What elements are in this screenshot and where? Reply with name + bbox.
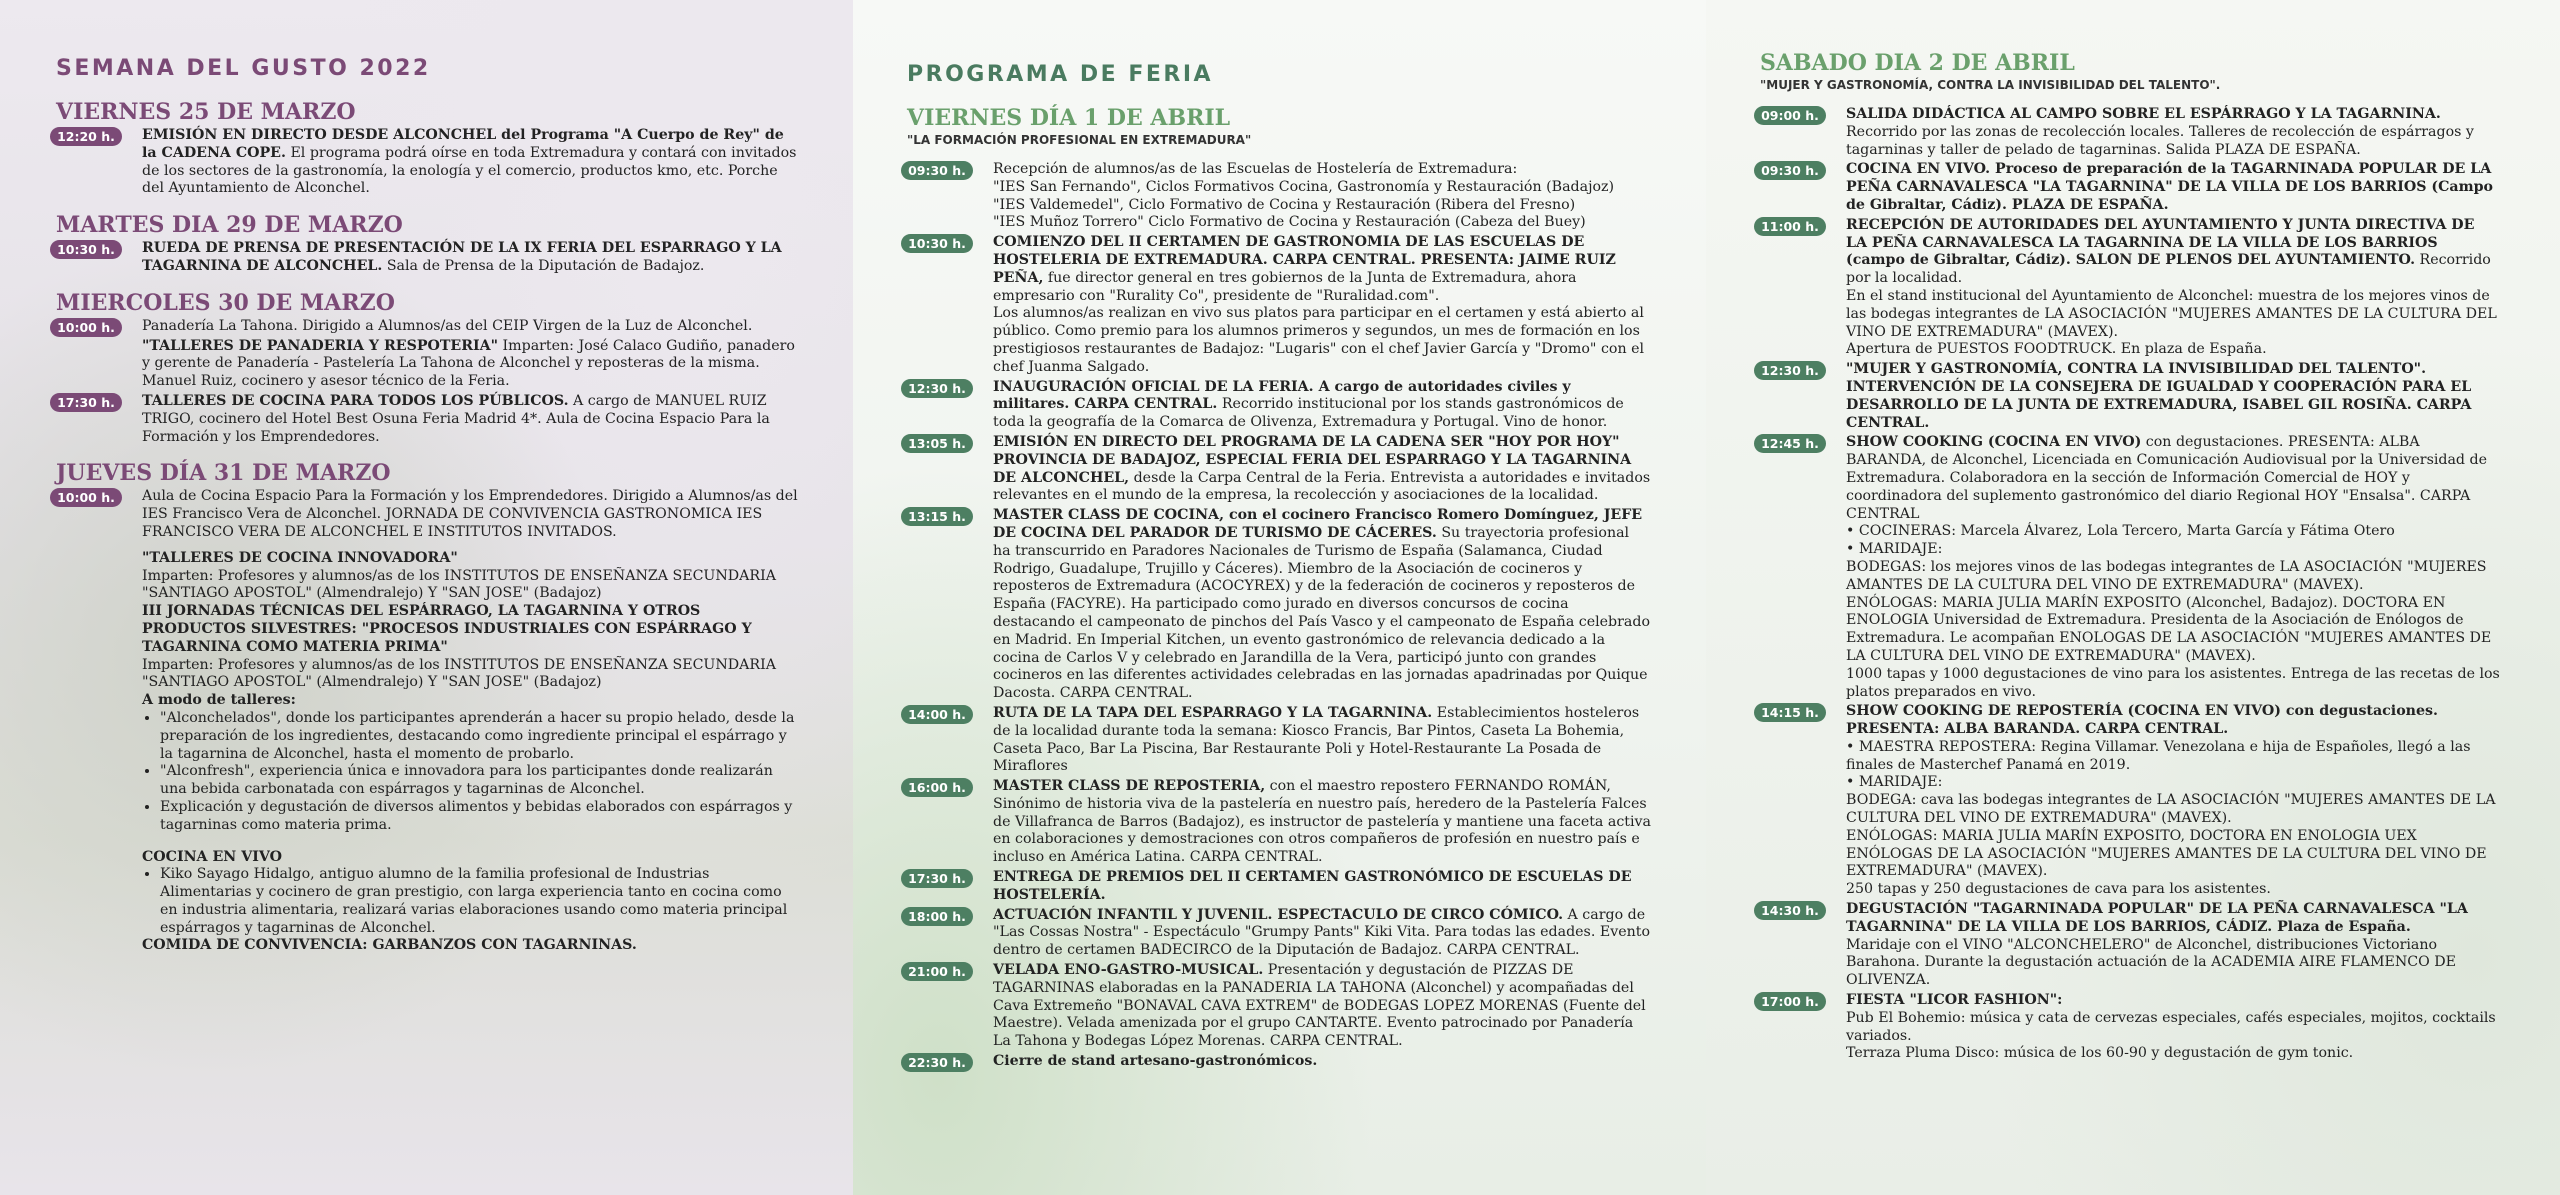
event-text: [1846, 434, 2500, 701]
event-text: [1846, 992, 2500, 1063]
event-item: [907, 234, 1651, 376]
event-item: [56, 338, 798, 391]
jornadas-text: Imparten: Profesores y alumnos/as de los INSTITUTOS DE ENSEÑANZA SECUNDARIA "SANTIAGO APOSTOL" (Almendralejo) Y "SAN JOSE" (Badajoz): [142, 656, 776, 691]
panel-title: PROGRAMA DE FERIA: [907, 62, 1214, 87]
event-text: [993, 379, 1651, 432]
event-text: [142, 393, 798, 446]
event-item: [907, 1053, 1651, 1071]
comida-text: COMIDA DE CONVIVENCIA: GARBANZOS CON TAGARNINAS.: [142, 937, 637, 954]
event-item: [1760, 992, 2500, 1063]
panel-semana-del-gusto: [0, 0, 853, 1195]
time-badge: 12:30 h.: [1754, 361, 1826, 380]
day-heading: MIERCOLES 30 DE MARZO: [56, 289, 395, 316]
event-description: Presentación y degustación de PIZZAS DE TAGARNINAS elaboradas en la PANADERIA LA TAHONA (Alconchel) y acompañadas del Cava Extremeño "BONAVAL CAVA EXTREM" de BODEGAS LOPEZ MORENAS (Fuente del Maestre). Velada amenizada por el grupo CANTARTE. Evento patrocinado por Panadería La Tahona y Bodegas López Morenas. CARPA CENTRAL.: [993, 962, 1646, 1050]
event-item: [56, 393, 798, 446]
talleres-text: Imparten: Profesores y alumnos/as de los INSTITUTOS DE ENSEÑANZA SECUNDARIA "SANTIAGO APOSTOL" (Almendralejo) Y "SAN JOSE" (Badajoz): [142, 567, 776, 602]
event-item: [56, 240, 798, 276]
event-description: Recorrido por la localidad. En el stand institucional del Ayuntamiento de Alconchel: muestra de los mejores vinos de las bodegas integrantes de LA ASOCIACIÓN "MUJERES AMANTES DE LA CULTURA DEL VINO DE EXTREMADURA" (MAVEX). Apertura de PUESTOS FOODTRUCK. En plaza de España.: [1846, 252, 2497, 358]
time-badge: 17:30 h.: [901, 869, 973, 888]
time-badge: 11:00 h.: [1754, 217, 1826, 236]
event-title: EMISIÓN EN DIRECTO DESDE ALCONCHEL del Programa "A Cuerpo de Rey" de la CADENA COPE.: [142, 127, 784, 161]
event-item: [907, 907, 1651, 960]
event-title: TALLERES DE COCINA PARA TODOS LOS PÚBLICOS.: [142, 392, 569, 409]
event-item: [1760, 361, 2500, 432]
event-description: Recorrido por las zonas de recolección locales. Talleres de recolección de espárragos y tagarninas y taller de pelado de tagarninas. Salida PLAZA DE ESPAÑA.: [1846, 123, 2474, 158]
event-text: [993, 1053, 1651, 1071]
time-badge: 10:00 h.: [50, 488, 122, 507]
event-item: [56, 318, 798, 336]
event-item: [907, 705, 1651, 776]
event-text: [993, 434, 1651, 505]
event-title: Cierre de stand artesano-gastronómicos.: [993, 1053, 1318, 1070]
event-description: Pub El Bohemio: música y cata de cervezas especiales, cafés especiales, mojitos, cocktails variados. Terraza Pluma Disco: música de los 60-90 y degustación de gym tonic.: [1846, 1009, 2496, 1062]
event-title: ACTUACIÓN INFANTIL Y JUVENIL. ESPECTACULO DE CIRCO CÓMICO.: [993, 906, 1564, 923]
time-badge: 12:20 h.: [50, 127, 122, 146]
event-text: [142, 127, 798, 198]
cocina-title: COCINA EN VIVO: [142, 848, 282, 865]
event-title: SHOW COOKING (COCINA EN VIVO): [1846, 434, 2142, 451]
event-title: RUTA DE LA TAPA DEL ESPARRAGO Y LA TAGARNINA.: [993, 704, 1433, 721]
event-item: [1760, 901, 2500, 990]
event-description: desde la Carpa Central de la Feria. Entrevista a autoridades e invitados relevantes en el mundo de la empresa, la recolección y asociaciones de la localidad.: [993, 469, 1651, 504]
event-text: [142, 240, 798, 276]
modo-list: [142, 710, 798, 835]
event-item: [907, 379, 1651, 432]
cocina-list: [142, 866, 798, 937]
event-title: "TALLERES DE PANADERIA Y RESPOTERIA": [142, 337, 499, 354]
event-item: [907, 434, 1651, 505]
time-badge: 18:00 h.: [901, 907, 973, 926]
event-description: fue director general en tres gobiernos de la Junta de Extremadura, ahora empresario con "Rurality Co", presidente de "Ruralidad.com". Los alumnos/as realizan en vivo sus platos para participar en el certamen y está abierto al público. Como premio para los alumnos primeros y segundos, un mes de formación en los prestigiosos restaurantes de Badajoz: "Lugaris" con el chef Javier García y "Dromo" con el chef Juanma Salgado.: [993, 269, 1645, 375]
time-badge: 21:00 h.: [901, 962, 973, 981]
event-item: [56, 488, 798, 541]
event-title: SHOW COOKING DE REPOSTERÍA (COCINA EN VIVO) con degustaciones. PRESENTA: ALBA BARANDA. CARPA CENTRAL.: [1846, 703, 2438, 738]
time-badge: 13:05 h.: [901, 434, 973, 453]
panel-title: SEMANA DEL GUSTO 2022: [56, 56, 431, 81]
event-list: [1760, 106, 2500, 1063]
event-description: Recepción de alumnos/as de las Escuelas de Hostelería de Extremadura: "IES San Fernando", Ciclos Formativos Cocina, Gastronomía y Restauración (Badajoz) "IES Valdemedel", Ciclo Formativo de Cocina y Restauración (Ribera del Fresno) "IES Muñoz Torrero" Ciclo Formativo de Cocina y Restauración (Cabeza del Buey): [993, 161, 1615, 231]
time-badge: 17:00 h.: [1754, 992, 1826, 1011]
event-title: EMISIÓN EN DIRECTO DEL PROGRAMA DE LA CADENA SER "HOY POR HOY" PROVINCIA DE BADAJOZ, ESPECIAL FERIA DEL ESPARRAGO Y LA TAGARNINA DE ALCONCHEL,: [993, 433, 1632, 486]
day-heading: SABADO DIA 2 DE ABRIL: [1760, 50, 2075, 76]
event-title: DEGUSTACIÓN "TAGARNINADA POPULAR" DE LA PEÑA CARNAVALESCA "LA TAGARNINA" DE LA VILLA DE LOS BARRIOS, CÁDIZ. Plaza de España.: [1846, 901, 2468, 935]
time-badge: 22:30 h.: [901, 1053, 973, 1072]
event-text: [993, 234, 1651, 376]
event-text: [142, 338, 798, 391]
event-description: con el maestro repostero FERNANDO ROMÁN, Sinónimo de historia viva de la pastelería en nuestro país, heredero de la Pastelería Falces de Villafranca de Barros (Badajoz), es instructor de pastelería y mantiene una faceta activa en colaboraciones y demostraciones con otros compañeros de profesión en nuestro país e incluso en América Latina. CARPA CENTRAL.: [993, 778, 1652, 866]
event-text: [993, 907, 1651, 960]
event-item: [1760, 161, 2500, 214]
event-text: [993, 962, 1651, 1051]
event-title: COMIENZO DEL II CERTAMEN DE GASTRONOMIA DE LAS ESCUELAS DE HOSTELERIA DE EXTREMADURA. CARPA CENTRAL. PRESENTA: JAIME RUIZ PEÑA,: [993, 234, 1616, 286]
event-item: [1760, 703, 2500, 899]
event-title: MASTER CLASS DE REPOSTERIA,: [993, 778, 1266, 795]
event-description: Aula de Cocina Espacio Para la Formación y los Emprendedores. Dirigido a Alumnos/as del IES Francisco Vera de Alconchel. JORNADA DE CONVIVENCIA GASTRONOMICA IES FRANCISCO VERA DE ALCONCHEL E INSTITUTOS INVITADOS.: [142, 488, 798, 540]
time-badge: 09:30 h.: [1754, 161, 1826, 180]
event-text: [1846, 361, 2500, 432]
event-description: Su trayectoria profesional ha transcurrido en Paradores Nacionales de Turismo de España (Salamanca, Ciudad Rodrigo, Guadalupe, Trujillo y Cáceres). Miembro de la Asociación de cocineros y reposteros de Extremadura (ACOCYREX) y de la federación de cocineros y reposteros de España (FACYRE). Ha participado como jurado en diversos concursos de cocina destacando el campeonato de pinchos del País Vasco y el campeonato de España celebrado en Madrid. En Imperial Kitchen, un evento gastronómico de relevancia dedicado a la cocina de Carlos V y celebrado en Jarandilla de la Vera, participó junto con grandes cocineros en las diferentes actividades celebradas en las jornadas apadrinadas por Quique Dacosta. CARPA CENTRAL.: [993, 524, 1651, 702]
talleres-block: [56, 550, 798, 956]
day-heading: MARTES DIA 29 DE MARZO: [56, 212, 403, 239]
event-text: [1846, 161, 2500, 214]
day-heading: VIERNES 25 DE MARZO: [56, 99, 356, 125]
list-item: • Explicación y degustación de diversos alimentos y bebidas elaborados con espárragos y tagarninas como materia prima.: [160, 799, 798, 835]
event-text: [142, 318, 798, 336]
event-description: A cargo de "Las Cossas Nostra" - Espectáculo "Grumpy Pants" Kiki Vita. Para todas las edades. Evento dentro de certamen BADECIRCO de la Diputación de Badajoz. CARPA CENTRAL.: [993, 906, 1651, 959]
time-badge: 17:30 h.: [50, 393, 122, 412]
event-item: [1760, 217, 2500, 359]
event-title: MASTER CLASS DE COCINA, con el cocinero Francisco Romero Domínguez, JEFE DE COCINA DEL PARADOR DE TURISMO DE CÁCERES.: [993, 507, 1643, 541]
event-text: [993, 869, 1651, 905]
list-item: • "Alconchelados", donde los participantes aprenderán a hacer su propio helado, desde la preparación de los ingredientes, destacando como ingrediente principal el espárrago y la tagarnina de Alconchel, hasta el momento de probarlo.: [160, 710, 798, 763]
event-item: [907, 161, 1651, 232]
event-item: [907, 962, 1651, 1051]
panel-programa-de-feria: [853, 0, 1706, 1195]
time-badge: 12:30 h.: [901, 379, 973, 398]
event-title: FIESTA "LICOR FASHION":: [1846, 992, 2063, 1009]
time-badge: 14:15 h.: [1754, 703, 1826, 722]
event-item: [1760, 106, 2500, 159]
event-title: INAUGURACIÓN OFICIAL DE LA FERIA. A cargo de autoridades civiles y militares. CARPA CENTRAL.: [993, 378, 1571, 413]
time-badge: 13:15 h.: [901, 507, 973, 526]
time-badge: 16:00 h.: [901, 778, 973, 797]
event-description: Recorrido institucional por los stands gastronómicos de toda la geografía de la Comarca de Olivenza, Extremadura y Portugal. Vino de honor.: [993, 396, 1624, 431]
jornadas-title: III JORNADAS TÉCNICAS DEL ESPÁRRAGO, LA TAGARNINA Y OTROS PRODUCTOS SILVESTRES: "PROCESOS INDUSTRIALES CON ESPÁRRAGO Y TAGARNINA COMO MATERIA PRIMA": [142, 603, 752, 655]
day-heading: VIERNES DÍA 1 DE ABRIL: [907, 105, 1231, 131]
time-badge: 12:45 h.: [1754, 434, 1826, 453]
time-badge: 10:30 h.: [50, 240, 122, 259]
event-description: con degustaciones. PRESENTA: ALBA BARANDA, de Alconchel, Licenciada en Comunicación Audiovisual por la Universidad de Extremadura. Colaboradora en la sección de Información Comercial de HOY y coordinadora del suplemento gastronómico del diario Regional HOY "Ensalsa". CARPA CENTRAL • COCINERAS: Marcela Álvarez, Lola Tercero, Marta García y Fátima Otero • MARIDAJE: BODEGAS: los mejores vinos de las bodegas integrantes de LA ASOCIACIÓN "MUJERES AMANTES DE LA CULTURA DEL VINO DE EXTREMADURA" (MAVEX). ENÓLOGAS: MARIA JULIA MARÍN EXPOSITO (Alconchel, Badajoz). DOCTORA EN ENOLOGIA Universidad de Extremadura. Presidenta de la Asociación de Enólogos de Extremadura. Le acompañan ENOLOGAS DE LA ASOCIACIÓN "MUJERES AMANTES DE LA CULTURA DEL VINO DE EXTREMADURA" (MAVEX). 1000 tapas y 1000 degustaciones de vino para los asistentes. Entrega de las recetas de los platos preparados en vivo.: [1846, 434, 2500, 700]
event-description: Maridaje con el VINO "ALCONCHELERO" de Alconchel, distribuciones Victoriano Barahona. Durante la degustación actuación de la ACADEMIA AIRE FLAMENCO DE OLIVENZA.: [1846, 936, 2457, 989]
event-description: Panadería La Tahona. Dirigido a Alumnos/as del CEIP Virgen de la Luz de Alconchel.: [142, 317, 753, 334]
event-title: RUEDA DE PRENSA DE PRESENTACIÓN DE LA IX FERIA DEL ESPARRAGO Y LA TAGARNINA DE ALCONCHEL.: [142, 240, 782, 274]
event-description: El programa podrá oírse en toda Extremadura y contará con invitados de los sectores de la gastronomía, la enología y el comercio, productos kmo, etc. Porche del Ayuntamiento de Alconchel.: [142, 144, 797, 197]
time-badge: 10:00 h.: [50, 318, 122, 337]
list-item: • "Alconfresh", experiencia única e innovadora para los participantes donde realizarán una bebida carbonatada con espárragos y tagarninas de Alconchel.: [160, 763, 798, 799]
event-item: [907, 507, 1651, 703]
event-text: [1846, 901, 2500, 990]
day-subtitle: "MUJER Y GASTRONOMÍA, CONTRA LA INVISIBILIDAD DEL TALENTO".: [1760, 78, 2221, 92]
event-text: [993, 778, 1651, 867]
talleres-title: "TALLERES DE COCINA INNOVADORA": [142, 549, 458, 566]
event-text: [142, 488, 798, 541]
event-item: [56, 127, 798, 198]
event-item: [907, 869, 1651, 905]
time-badge: 14:30 h.: [1754, 901, 1826, 920]
day-list: [56, 99, 798, 542]
event-item: [907, 778, 1651, 867]
event-title: VELADA ENO-GASTRO-MUSICAL.: [993, 962, 1264, 979]
panel-sabado: [1706, 0, 2560, 1195]
event-text: [993, 507, 1651, 703]
event-description: Sala de Prensa de la Diputación de Badajoz.: [382, 257, 705, 274]
event-text: [1846, 217, 2500, 359]
day-heading: JUEVES DÍA 31 DE MARZO: [56, 460, 391, 487]
event-description: Imparten: José Calaco Gudiño, panadero y gerente de Panadería - Pastelería La Tahona de Alconchel y reposteras de la misma. Manuel Ruiz, cocinero y asesor técnico de la Feria.: [142, 337, 795, 390]
event-description: A cargo de MANUEL RUIZ TRIGO, cocinero del Hotel Best Osuna Feria Madrid 4*. Aula de Cocina Espacio Para la Formación y los Emprendedores.: [142, 392, 770, 445]
event-title: "MUJER Y GASTRONOMÍA, CONTRA LA INVISIBILIDAD DEL TALENTO". INTERVENCIÓN DE LA CONSEJERA DE IGUALDAD Y COOPERACIÓN PARA EL DESARROLLO DE LA JUNTA DE EXTREMADURA, ISABEL GIL ROSIÑA. CARPA CENTRAL.: [1846, 361, 2472, 431]
time-badge: 09:30 h.: [901, 161, 973, 180]
event-list: [907, 161, 1651, 1071]
event-title: COCINA EN VIVO. Proceso de preparación de la TAGARNINADA POPULAR DE LA PEÑA CARNAVALESCA "LA TAGARNINA" DE LA VILLA DE LOS BARRIOS (Campo de Gibraltar, Cádiz). PLAZA DE ESPAÑA.: [1846, 161, 2493, 213]
day-subtitle: "LA FORMACIÓN PROFESIONAL EN EXTREMADURA": [907, 133, 1252, 147]
event-text: [1846, 106, 2500, 159]
event-text: [1846, 703, 2500, 899]
event-title: RECEPCIÓN DE AUTORIDADES DEL AYUNTAMIENTO Y JUNTA DIRECTIVA DE LA PEÑA CARNAVALESCA LA TAGARNINA DE LA VILLA DE LOS BARRIOS (campo de Gibraltar, Cádiz). SALON DE PLENOS DEL AYUNTAMIENTO.: [1846, 216, 2475, 269]
event-title: SALIDA DIDÁCTICA AL CAMPO SOBRE EL ESPÁRRAGO Y LA TAGARNINA.: [1846, 106, 2441, 122]
time-badge: 14:00 h.: [901, 705, 973, 724]
event-description: Establecimientos hosteleros de la localidad durante toda la semana: Kiosco Francis, Bar Pintos, Caseta La Bohemia, Caseta Paco, Bar La Piscina, Bar Restaurante Poli y Hotel-Restaurante La Posada de Miraflores: [993, 704, 1640, 775]
event-description: • MAESTRA REPOSTERA: Regina Villamar. Venezolana e hija de Españoles, llegó a las finales de Masterchef Panamá en 2019. • MARIDAJE: BODEGA: cava las bodegas integrantes de LA ASOCIACIÓN "MUJERES AMANTES DE LA CULTURA DEL VINO DE EXTREMADURA" (MAVEX). ENÓLOGAS: MARIA JULIA MARÍN EXPOSITO, DOCTORA EN ENOLOGIA UEX ENÓLOGAS DE LA ASOCIACIÓN "MUJERES AMANTES DE LA CULTURA DEL VINO DE EXTREMADURA" (MAVEX). 250 tapas y 250 degustaciones de cava para los asistentes.: [1846, 738, 2496, 898]
event-item: [1760, 434, 2500, 701]
event-text: [993, 161, 1651, 232]
time-badge: 09:00 h.: [1754, 106, 1826, 125]
event-text: [993, 705, 1651, 776]
modo-title: A modo de talleres:: [142, 692, 296, 709]
event-title: ENTREGA DE PREMIOS DEL II CERTAMEN GASTRONÓMICO DE ESCUELAS DE HOSTELERÍA.: [993, 869, 1632, 903]
time-badge: 10:30 h.: [901, 234, 973, 253]
list-item: • Kiko Sayago Hidalgo, antiguo alumno de la familia profesional de Industrias Alimentarias y cocinero de gran prestigio, con larga experiencia tanto en cocina como en industria alimentaria, realizará varias elaboraciones usando como materia principal espárragos y tagarninas de Alconchel.: [160, 866, 798, 937]
